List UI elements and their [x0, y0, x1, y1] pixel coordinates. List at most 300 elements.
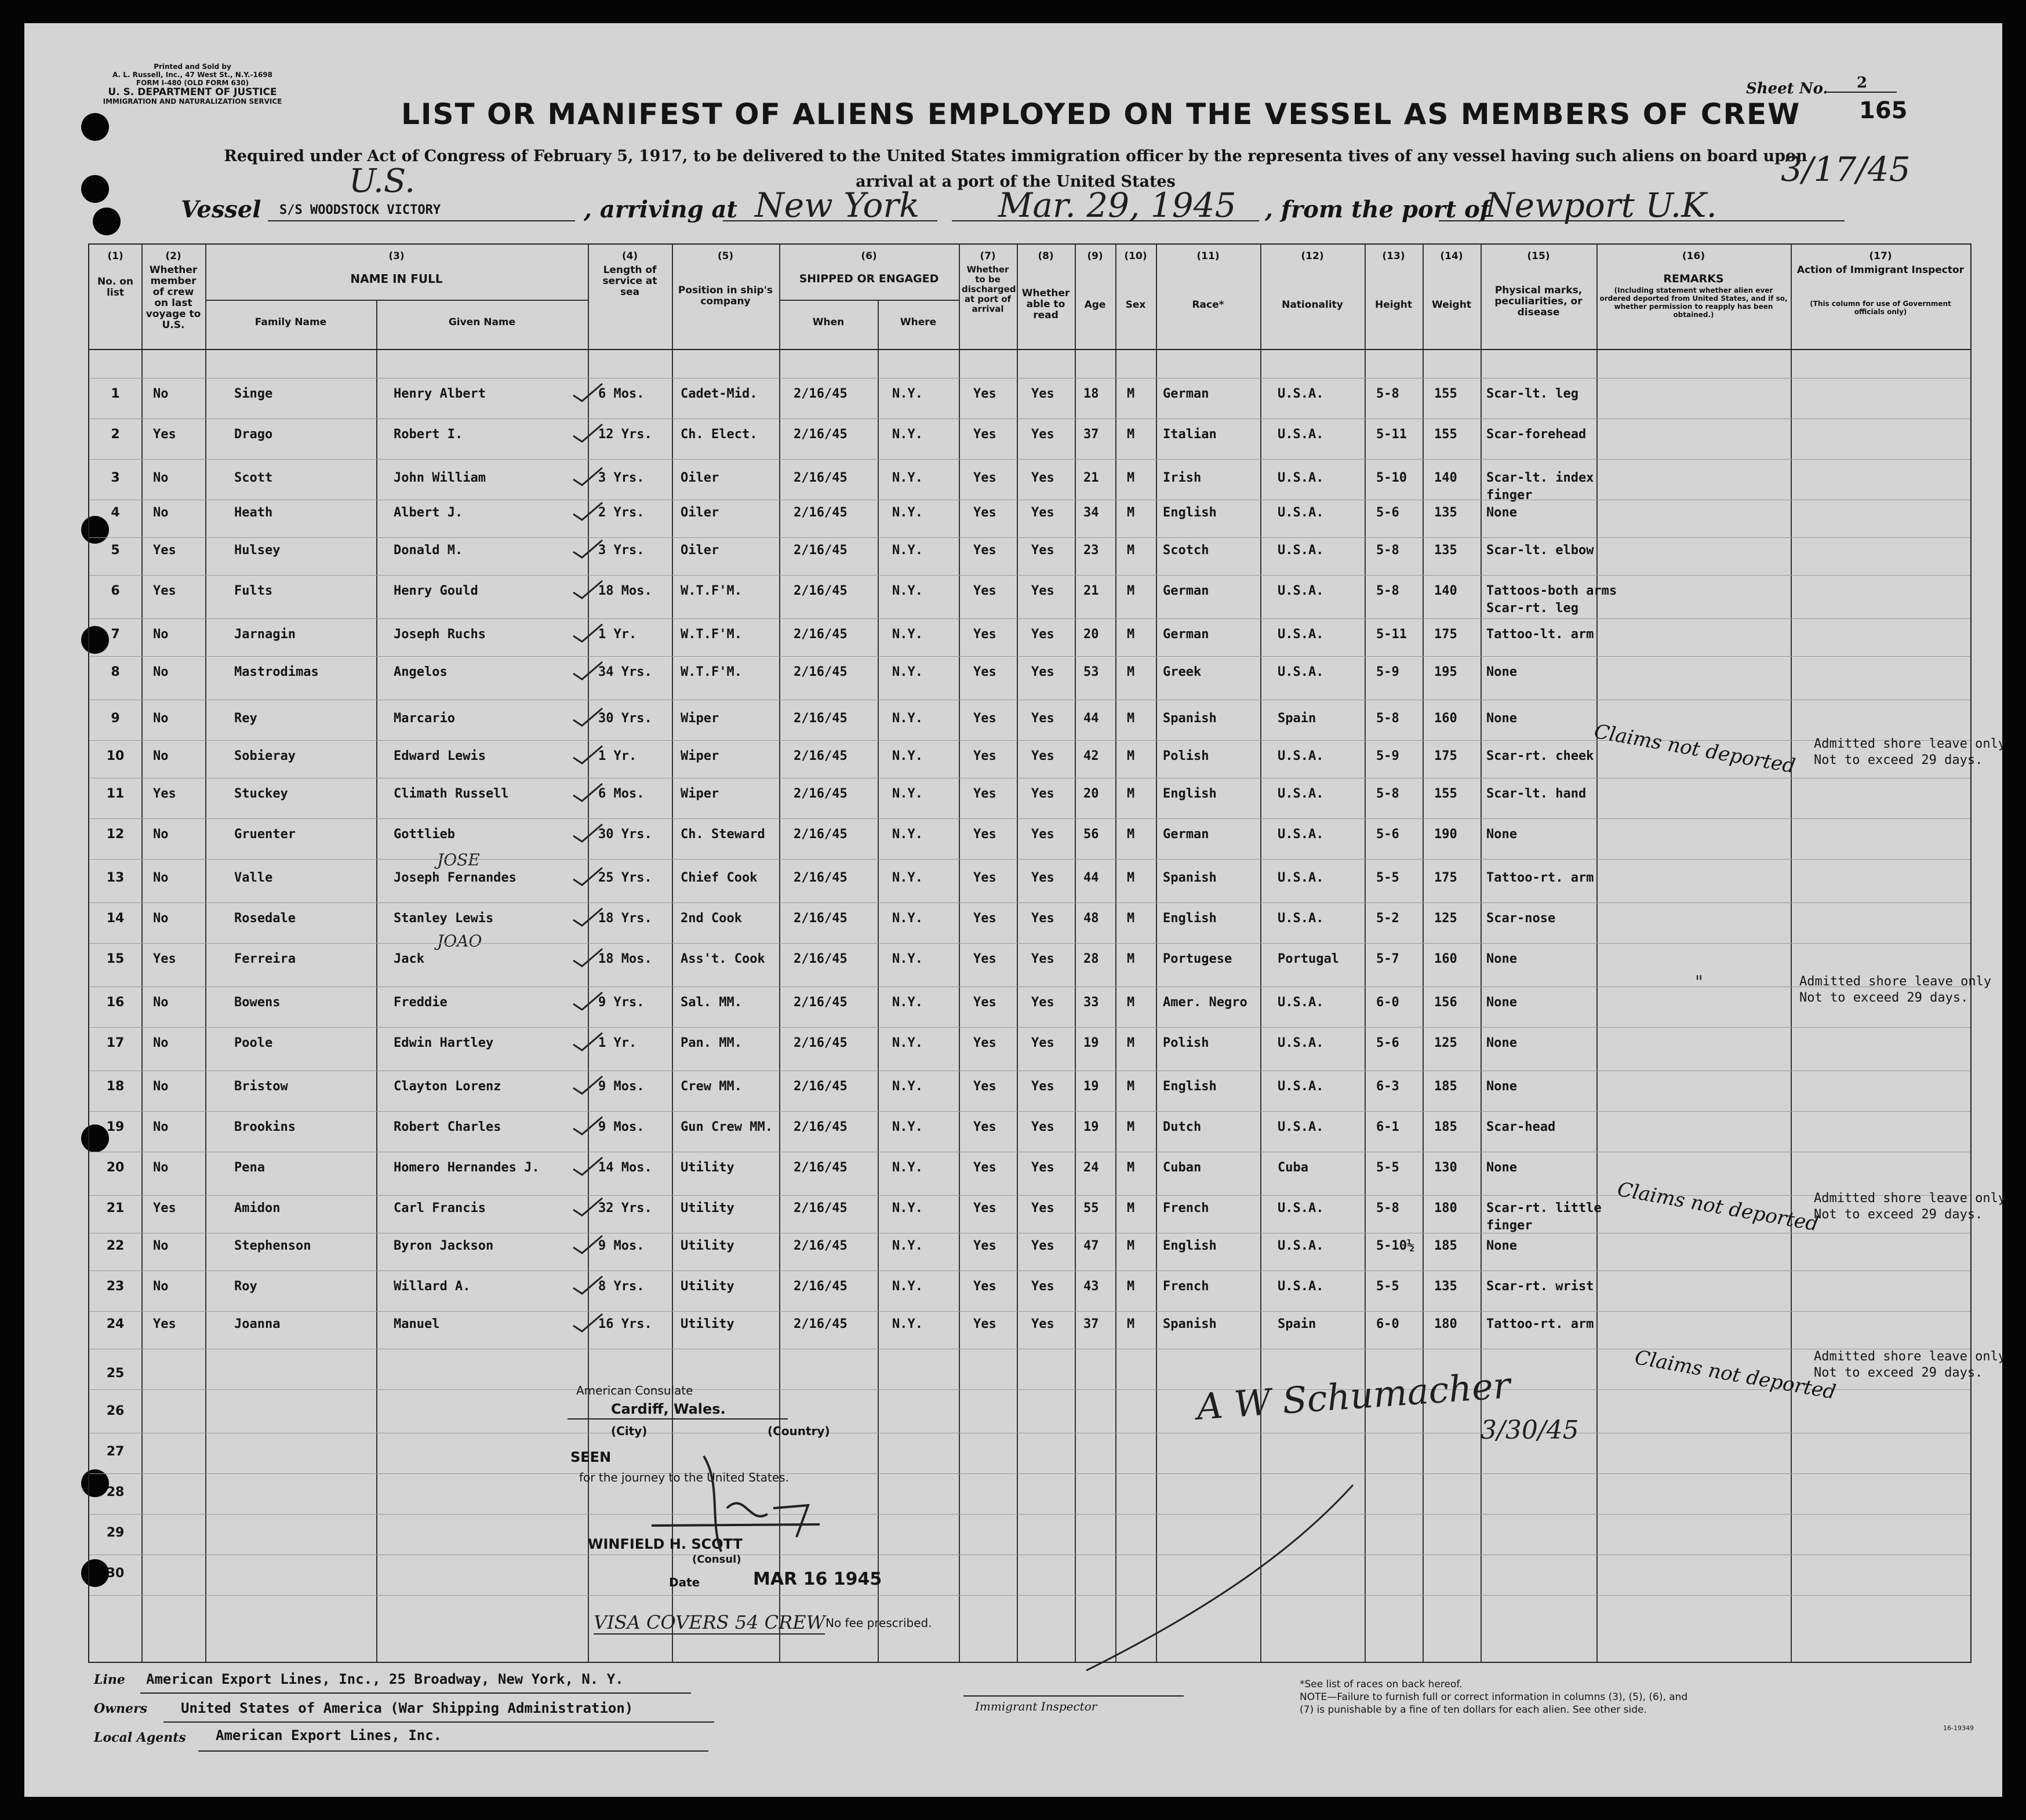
shipped-date: 2/16/45: [794, 665, 847, 679]
family-name: Heath: [234, 505, 273, 520]
column-header: Length of service at sea: [602, 264, 657, 298]
weight: 185: [1434, 1079, 1457, 1094]
column-number: (3): [388, 250, 405, 262]
service-length: 30 Yrs.: [598, 711, 652, 726]
discharged: Yes: [973, 627, 996, 642]
shipped-date: 2/16/45: [794, 827, 847, 842]
discharged: Yes: [973, 711, 996, 726]
race: English: [1163, 1239, 1217, 1253]
shipped-place: N.Y.: [892, 1036, 923, 1050]
discharged: Yes: [973, 871, 996, 885]
sex: M: [1127, 911, 1135, 926]
remark-admitted-line: Admitted shore leave only: [1814, 1191, 2006, 1206]
shipped-place: N.Y.: [892, 787, 923, 801]
crew-last-voyage: No: [153, 1036, 169, 1050]
given-name: Henry Gould: [394, 584, 478, 598]
shipped-place: N.Y.: [892, 1239, 923, 1253]
able-to-read: Yes: [1031, 1079, 1054, 1094]
arriving-label: , arriving at: [584, 196, 737, 223]
discharged: Yes: [973, 1201, 996, 1215]
service-length: 6 Mos.: [598, 387, 645, 401]
sex: M: [1127, 471, 1135, 485]
row-number: 17: [106, 1036, 125, 1050]
sex: M: [1127, 1079, 1135, 1094]
height: 5-8: [1376, 1201, 1399, 1215]
able-to-read: Yes: [1031, 1201, 1054, 1215]
physical-marks: Scar-forehead: [1486, 427, 1587, 442]
race: Spanish: [1163, 1317, 1217, 1331]
nationality: U.S.A.: [1278, 827, 1324, 842]
remark-admitted-line: Admitted shore leave only: [1814, 1349, 2006, 1364]
discharged: Yes: [973, 749, 996, 763]
row-number: 1: [111, 387, 120, 401]
shipped-place: N.Y.: [892, 471, 923, 485]
race: English: [1163, 787, 1217, 801]
weight: 125: [1434, 911, 1457, 926]
ship-position: 2nd Cook: [681, 911, 742, 926]
stamp-consulate: American Consulate: [576, 1384, 693, 1397]
physical-marks: Scar-lt. leg: [1486, 387, 1578, 401]
race: Amer. Negro: [1163, 995, 1247, 1010]
shipped-place: N.Y.: [892, 952, 923, 966]
nationality: U.S.A.: [1278, 911, 1324, 926]
height: 6-0: [1376, 1317, 1399, 1331]
remark-admitted-line: Admitted shore leave only: [1814, 737, 2006, 751]
physical-marks: None: [1486, 1079, 1517, 1094]
nationality: U.S.A.: [1278, 871, 1324, 885]
family-name: Bristow: [234, 1079, 288, 1094]
column-number: (10): [1124, 250, 1147, 262]
physical-marks: Scar-lt. hand: [1486, 787, 1587, 801]
row-number: 7: [111, 627, 120, 642]
shipped-date: 2/16/45: [794, 1079, 847, 1094]
physical-marks-continued: finger: [1486, 488, 1533, 503]
check-mark-icon: [570, 1233, 605, 1256]
check-mark-icon: [570, 821, 605, 845]
physical-marks: Scar-rt. cheek: [1486, 749, 1594, 763]
crew-last-voyage: No: [153, 749, 169, 763]
crew-last-voyage: No: [153, 1120, 169, 1134]
stamp-officer: WINFIELD H. SCOTT: [588, 1536, 743, 1552]
physical-marks: None: [1486, 505, 1517, 520]
stamp-journey: for the journey to the United States.: [579, 1470, 789, 1484]
nationality: U.S.A.: [1278, 543, 1324, 558]
able-to-read: Yes: [1031, 1120, 1054, 1134]
check-mark-icon: [570, 1273, 605, 1297]
service-length: 32 Yrs.: [598, 1201, 652, 1215]
age: 21: [1083, 584, 1099, 598]
given-name: Clayton Lorenz: [394, 1079, 501, 1094]
race: Dutch: [1163, 1120, 1202, 1134]
shipped-date: 2/16/45: [794, 1036, 847, 1050]
given-name: Freddie: [394, 995, 448, 1010]
sheet-label: Sheet No.: [1746, 80, 1828, 97]
weight: 140: [1434, 584, 1457, 598]
nationality: U.S.A.: [1278, 427, 1324, 442]
row-number: 19: [106, 1120, 125, 1134]
check-mark-icon: [570, 659, 605, 682]
given-name: Homero Hernandes J.: [394, 1160, 540, 1175]
weight: 135: [1434, 543, 1457, 558]
ship-position: Wiper: [681, 787, 719, 801]
row-number: 2: [111, 427, 120, 442]
stamp-city: Cardiff, Wales.: [611, 1401, 726, 1417]
column-number: (17): [1869, 250, 1892, 262]
age: 34: [1083, 505, 1099, 520]
sex: M: [1127, 1239, 1135, 1253]
family-name: Bowens: [234, 995, 281, 1010]
service-length: 12 Yrs.: [598, 427, 652, 442]
sex: M: [1127, 749, 1135, 763]
crew-last-voyage: No: [153, 1279, 169, 1294]
discharged: Yes: [973, 1036, 996, 1050]
consul-signature: [634, 1450, 843, 1566]
crew-last-voyage: No: [153, 665, 169, 679]
able-to-read: Yes: [1031, 711, 1054, 726]
sex: M: [1127, 995, 1135, 1010]
age: 20: [1083, 787, 1099, 801]
ship-position: Utility: [681, 1160, 734, 1175]
family-name: Valle: [234, 871, 273, 885]
crew-last-voyage: No: [153, 911, 169, 926]
race: German: [1163, 387, 1209, 401]
column-subheader: Given Name: [448, 316, 516, 328]
column-header: Age: [1084, 299, 1106, 311]
family-name: Gruenter: [234, 827, 296, 842]
nationality: U.S.A.: [1278, 1036, 1324, 1050]
stamp-officer-title: (Consul): [692, 1553, 741, 1566]
able-to-read: Yes: [1031, 1036, 1054, 1050]
row-number: 13: [106, 871, 125, 885]
shipped-place: N.Y.: [892, 911, 923, 926]
check-mark-icon: [570, 1030, 605, 1053]
remark-admitted: [1799, 974, 1991, 1006]
weight: 190: [1434, 827, 1457, 842]
height: 6-3: [1376, 1079, 1399, 1094]
discharged: Yes: [973, 665, 996, 679]
crew-last-voyage: No: [153, 1239, 169, 1253]
crew-last-voyage: No: [153, 827, 169, 842]
column-header: No. on list: [97, 276, 134, 299]
height: 6-0: [1376, 995, 1399, 1010]
weight: 135: [1434, 1279, 1457, 1294]
family-name: Ferreira: [234, 952, 296, 966]
remark-admitted-line: Admitted shore leave only: [1799, 974, 1992, 989]
ship-position: Oiler: [681, 505, 719, 520]
crew-last-voyage: Yes: [153, 543, 176, 558]
column-header: Race*: [1192, 299, 1224, 311]
visa-note: VISA COVERS 54 CREW: [594, 1611, 825, 1633]
able-to-read: Yes: [1031, 1160, 1054, 1175]
stamp-no-fee: No fee prescribed.: [825, 1616, 932, 1630]
nationality: U.S.A.: [1278, 1079, 1324, 1094]
shipped-place: N.Y.: [892, 995, 923, 1010]
crew-last-voyage: No: [153, 627, 169, 642]
physical-marks: Scar-lt. index: [1486, 471, 1594, 485]
race: Spanish: [1163, 871, 1217, 885]
row-number: 3: [111, 471, 120, 485]
nationality: U.S.A.: [1278, 995, 1324, 1010]
row-number: 5: [111, 543, 120, 558]
nationality: U.S.A.: [1278, 1120, 1324, 1134]
physical-marks-continued: finger: [1486, 1218, 1533, 1233]
shipped-date: 2/16/45: [794, 995, 847, 1010]
ship-position: Oiler: [681, 471, 719, 485]
department-name: U. S. DEPARTMENT OF JUSTICE: [108, 86, 277, 98]
able-to-read: Yes: [1031, 1317, 1054, 1331]
able-to-read: Yes: [1031, 584, 1054, 598]
ship-position: Utility: [681, 1239, 734, 1253]
nationality: Spain: [1278, 1317, 1316, 1331]
check-mark-icon: [570, 500, 605, 523]
given-name: Climath Russell: [394, 787, 509, 801]
service-length: 6 Mos.: [598, 787, 645, 801]
service-length: 18 Mos.: [598, 952, 652, 966]
age: 28: [1083, 952, 1099, 966]
height: 5-10½: [1376, 1239, 1415, 1253]
height: 5-6: [1376, 1036, 1399, 1050]
able-to-read: Yes: [1031, 387, 1054, 401]
nationality: U.S.A.: [1278, 505, 1324, 520]
vessel-label: Vessel: [181, 196, 261, 223]
check-mark-icon: [570, 381, 605, 404]
shipped-date: 2/16/45: [794, 787, 847, 801]
race: English: [1163, 911, 1217, 926]
nationality: U.S.A.: [1278, 749, 1324, 763]
ship-position: W.T.F'M.: [681, 665, 742, 679]
crew-last-voyage: No: [153, 387, 169, 401]
shipped-date: 2/16/45: [794, 711, 847, 726]
race: Polish: [1163, 1036, 1209, 1050]
given-name: Donald M.: [394, 543, 463, 558]
physical-marks: None: [1486, 827, 1517, 842]
arriving-port: New York: [755, 185, 920, 225]
able-to-read: Yes: [1031, 911, 1054, 926]
column-number: (16): [1682, 250, 1705, 262]
able-to-read: Yes: [1031, 1279, 1054, 1294]
shipped-date: 2/16/45: [794, 427, 847, 442]
row-number: 21: [106, 1201, 125, 1215]
service-length: 1 Yr.: [598, 627, 637, 642]
given-name: Henry Albert: [394, 387, 486, 401]
physical-marks: Scar-rt. wrist: [1486, 1279, 1594, 1294]
discharged: Yes: [973, 911, 996, 926]
shipped-place: N.Y.: [892, 505, 923, 520]
physical-marks: Scar-nose: [1486, 911, 1556, 926]
column-number: (9): [1087, 250, 1103, 262]
given-name: Joseph Ruchs: [394, 627, 486, 642]
shipped-place: N.Y.: [892, 427, 923, 442]
age: 44: [1083, 711, 1099, 726]
discharged: Yes: [973, 1239, 996, 1253]
column-header: Whether able to read: [1021, 287, 1070, 321]
sex: M: [1127, 543, 1135, 558]
height: 5-5: [1376, 871, 1399, 885]
discharged: Yes: [973, 1317, 996, 1331]
row-number: 18: [106, 1079, 125, 1094]
height: 5-8: [1376, 584, 1399, 598]
age: 47: [1083, 1239, 1099, 1253]
row-number: 12: [106, 827, 125, 842]
check-mark-icon: [570, 1311, 605, 1334]
age: 48: [1083, 911, 1099, 926]
weight: 160: [1434, 711, 1457, 726]
ship-position: W.T.F'M.: [681, 584, 742, 598]
weight: 125: [1434, 1036, 1457, 1050]
height: 5-11: [1376, 427, 1407, 442]
service-length: 14 Mos.: [598, 1160, 652, 1175]
ship-position: Utility: [681, 1279, 734, 1294]
form-code: 16-19349: [1943, 1724, 1974, 1732]
column-header: Sex: [1125, 299, 1146, 311]
column-number: (4): [621, 250, 638, 262]
stamp-date-label: Date: [669, 1575, 700, 1589]
row-number: 20: [106, 1160, 125, 1175]
shipped-place: N.Y.: [892, 871, 923, 885]
nationality: U.S.A.: [1278, 584, 1324, 598]
race: Greek: [1163, 665, 1202, 679]
service-length: 9 Yrs.: [598, 995, 645, 1010]
shipped-date: 2/16/45: [794, 749, 847, 763]
discharged: Yes: [973, 543, 996, 558]
column-number: (12): [1301, 250, 1324, 262]
family-name: Joanna: [234, 1317, 281, 1331]
penalty-note: (7) is punishable by a fine of ten dollars for each alien. See other side.: [1300, 1704, 1647, 1716]
able-to-read: Yes: [1031, 543, 1054, 558]
service-length: 9 Mos.: [598, 1239, 645, 1253]
check-mark-icon: [570, 705, 605, 729]
discharged: Yes: [973, 471, 996, 485]
column-number: (13): [1382, 250, 1405, 262]
stamp-seen: SEEN: [570, 1449, 612, 1465]
weight: 175: [1434, 627, 1457, 642]
able-to-read: Yes: [1031, 995, 1054, 1010]
check-mark-icon: [570, 537, 605, 560]
family-name: Sobieray: [234, 749, 296, 763]
column-header: Physical marks, peculiarities, or disease: [1494, 285, 1583, 318]
ship-position: Chief Cook: [681, 871, 758, 885]
age: 19: [1083, 1036, 1099, 1050]
height: 5-8: [1376, 387, 1399, 401]
printer-line: Printed and Sold by: [154, 63, 231, 71]
vessel-name: S/S WOODSTOCK VICTORY: [279, 203, 441, 217]
ship-position: Crew MM.: [681, 1079, 742, 1094]
family-name: Jarnagin: [234, 627, 296, 642]
sex: M: [1127, 505, 1135, 520]
service-length: 18 Yrs.: [598, 911, 652, 926]
given-name: Edwin Hartley: [394, 1036, 494, 1050]
given-name: Robert Charles: [394, 1120, 501, 1134]
able-to-read: Yes: [1031, 427, 1054, 442]
discharged: Yes: [973, 1160, 996, 1175]
given-name-correction: JOAO: [437, 931, 482, 951]
service-length: 34 Yrs.: [598, 665, 652, 679]
nationality: U.S.A.: [1278, 1279, 1324, 1294]
manifest-sheet: [24, 23, 2006, 1797]
crew-last-voyage: No: [153, 995, 169, 1010]
able-to-read: Yes: [1031, 827, 1054, 842]
agents-label: Local Agents: [94, 1730, 186, 1745]
race: German: [1163, 584, 1209, 598]
able-to-read: Yes: [1031, 505, 1054, 520]
race: German: [1163, 627, 1209, 642]
ship-position: Wiper: [681, 711, 719, 726]
crew-last-voyage: Yes: [153, 584, 176, 598]
physical-marks: Scar-head: [1486, 1120, 1556, 1134]
shipped-date: 2/16/45: [794, 871, 847, 885]
page-title: LIST OR MANIFEST OF ALIENS EMPLOYED ON THE VESSEL AS MEMBERS OF CREW: [401, 97, 1801, 131]
subtitle: Required under Act of Congress of February 5, 1917, to be delivered to the United States immigration officer by the representa tives of any vessel having such aliens on board upon arrival at a port of the United States: [224, 147, 1807, 191]
height: 5-9: [1376, 665, 1399, 679]
arrival-date: Mar. 29, 1945: [998, 185, 1236, 225]
ship-position: Oiler: [681, 543, 719, 558]
row-number: 26: [106, 1404, 125, 1418]
from-label: , from the port of: [1265, 196, 1490, 223]
inspector-date: 3/30/45: [1481, 1415, 1579, 1445]
height: 5-2: [1376, 911, 1399, 926]
service-length: 8 Yrs.: [598, 1279, 645, 1294]
crew-last-voyage: No: [153, 1079, 169, 1094]
age: 33: [1083, 995, 1099, 1010]
binder-hole: [81, 175, 109, 203]
remark-claims: Claims not deported: [1633, 1346, 1838, 1404]
family-name: Brookins: [234, 1120, 296, 1134]
crew-last-voyage: No: [153, 1160, 169, 1175]
age: 18: [1083, 387, 1099, 401]
able-to-read: Yes: [1031, 471, 1054, 485]
ship-position: Cadet-Mid.: [681, 387, 758, 401]
service-length: 1 Yr.: [598, 1036, 637, 1050]
nationality: U.S.A.: [1278, 1201, 1324, 1215]
weight: 175: [1434, 871, 1457, 885]
given-name: Marcario: [394, 711, 455, 726]
crew-last-voyage: No: [153, 505, 169, 520]
weight: 140: [1434, 471, 1457, 485]
shipped-date: 2/16/45: [794, 1201, 847, 1215]
race: Irish: [1163, 471, 1202, 485]
vessel-hand-prefix: U.S.: [349, 162, 416, 200]
discharged: Yes: [973, 952, 996, 966]
sex: M: [1127, 952, 1135, 966]
race: English: [1163, 1079, 1217, 1094]
given-name: Gottlieb: [394, 827, 455, 842]
owners-label: Owners: [94, 1701, 148, 1716]
race: Spanish: [1163, 711, 1217, 726]
ship-position: Utility: [681, 1201, 734, 1215]
weight: 156: [1434, 995, 1457, 1010]
family-name: Roy: [234, 1279, 257, 1294]
given-name: John William: [394, 471, 486, 485]
page-number: 165: [1859, 97, 1908, 124]
column-header: SHIPPED OR ENGAGED: [799, 272, 939, 285]
column-number: (15): [1527, 250, 1550, 262]
service-length: 2 Yrs.: [598, 505, 645, 520]
age: 37: [1083, 1317, 1099, 1331]
shipped-place: N.Y.: [892, 711, 923, 726]
row-number: 16: [106, 995, 125, 1010]
check-mark-icon: [570, 1114, 605, 1137]
row-number: 9: [111, 711, 120, 726]
service-length: 1 Yr.: [598, 749, 637, 763]
age: 53: [1083, 665, 1099, 679]
weight: 155: [1434, 787, 1457, 801]
discharged: Yes: [973, 787, 996, 801]
height: 5-5: [1376, 1160, 1399, 1175]
discharged: Yes: [973, 995, 996, 1010]
column-number: (11): [1196, 250, 1220, 262]
weight: 135: [1434, 505, 1457, 520]
nationality: Portugal: [1278, 952, 1339, 966]
